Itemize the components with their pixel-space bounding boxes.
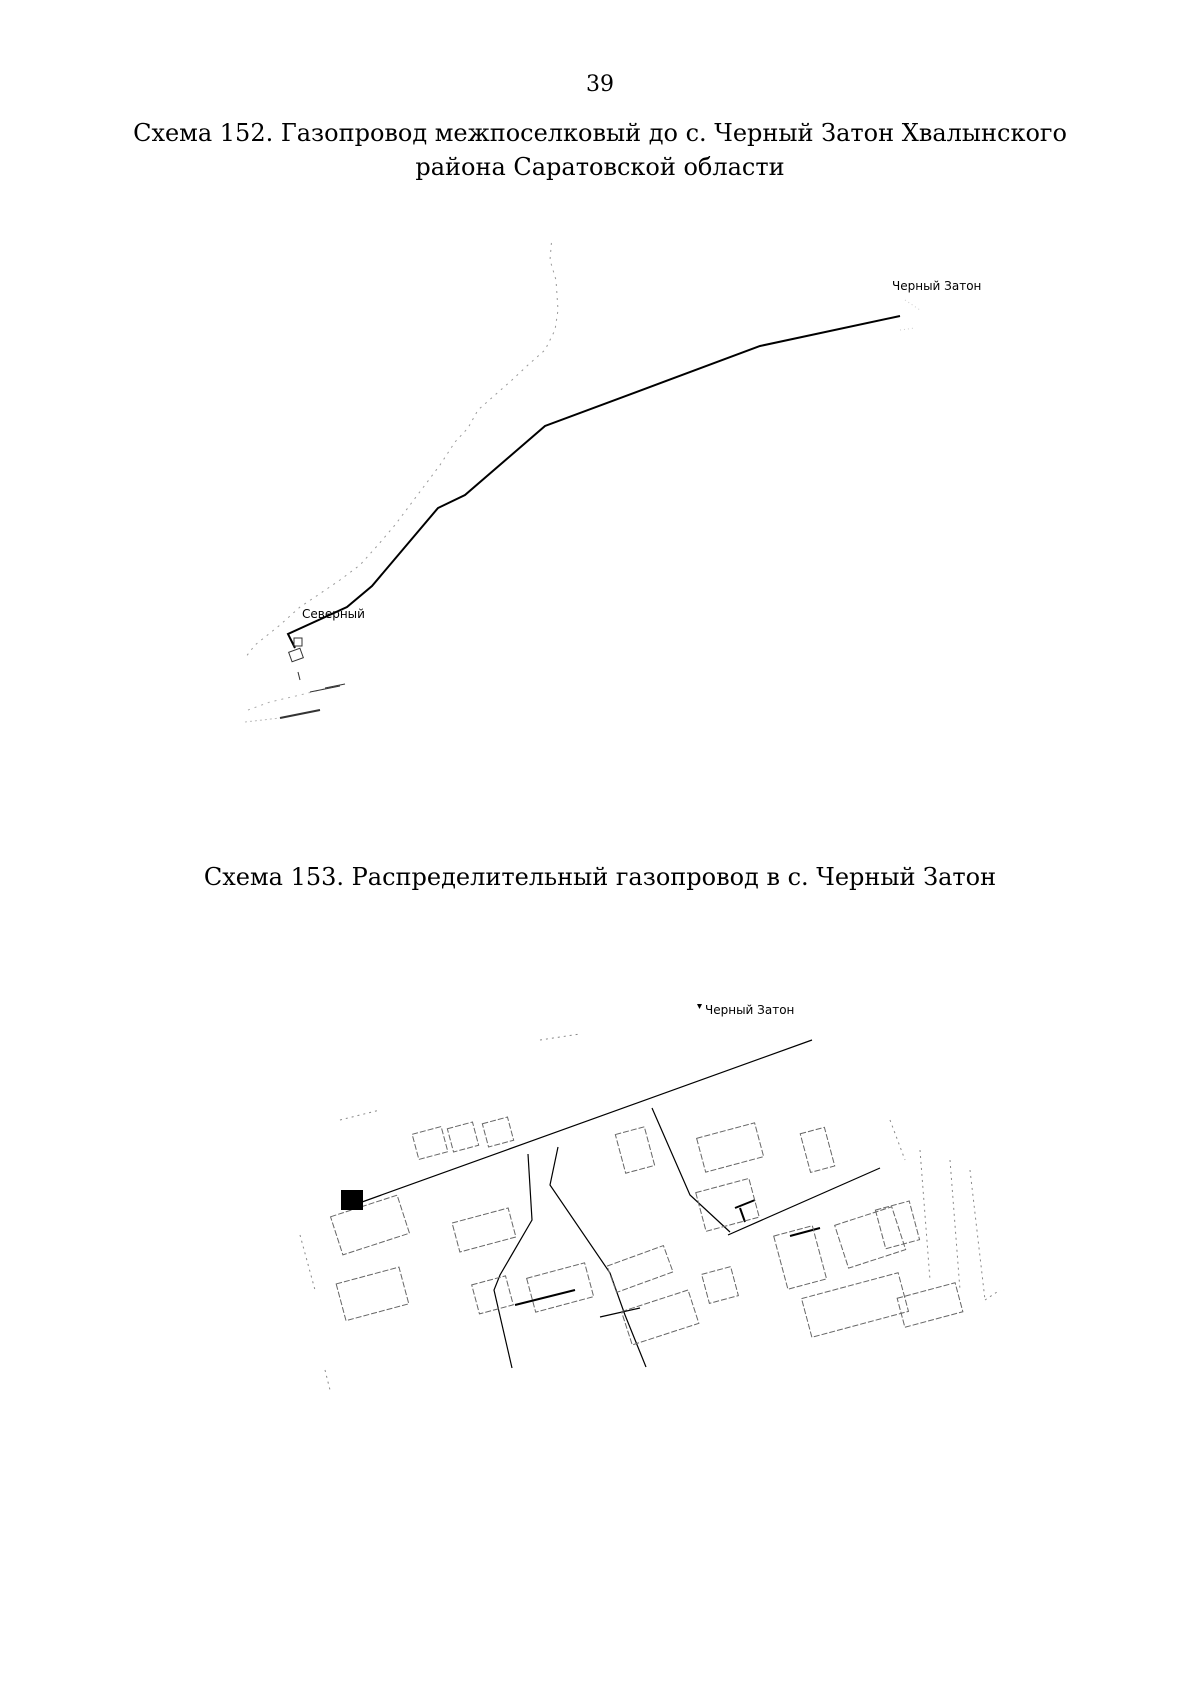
- scheme-153-caption: Схема 153. Распределительный газопровод в с. Черный Затон: [203, 863, 997, 891]
- scheme-152-caption: [0, 116, 1200, 184]
- scheme-152-map: [0, 240, 1200, 800]
- label-cherny-zaton: Черный Затон: [892, 279, 982, 293]
- gas-pipeline-main: [362, 1040, 812, 1202]
- scattered-edges: [300, 1034, 1000, 1390]
- settlement-severny: [245, 638, 345, 722]
- scheme-152-caption-line2: района Саратовской области: [415, 153, 785, 181]
- gas-distribution-point-marker: [341, 1190, 363, 1210]
- village-roads: [494, 1108, 880, 1368]
- label-cherny-zaton-village: Черный Затон: [705, 1003, 795, 1017]
- scheme-152-caption-line1: Схема 152. Газопровод межпоселковый до с. Черный Затон Хвалынского: [133, 119, 1067, 147]
- dotted-outline-east: [900, 300, 920, 330]
- scheme-153-map: [0, 990, 1200, 1410]
- gas-pipeline-152: [288, 316, 900, 648]
- page-number: 39: [586, 72, 614, 97]
- building-outlines: [331, 1117, 963, 1345]
- river-line: [245, 240, 558, 658]
- label-severny: Северный: [302, 607, 365, 621]
- small-marker-icon: [697, 1004, 702, 1009]
